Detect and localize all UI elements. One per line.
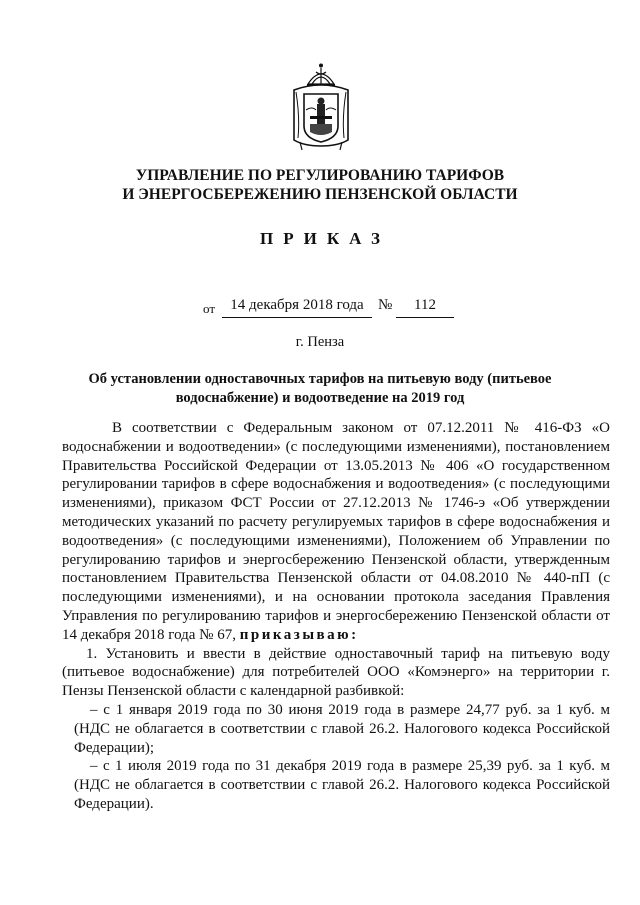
item-1-dash-1: – с 1 января 2019 года по 30 июня 2019 года в размере 24,77 руб. за 1 куб. м (НДС не облагается в соответствии с главой 26.2. Налогового кодекса Российской Федерации);: [74, 701, 610, 756]
coat-of-arms-emblem: [290, 62, 352, 152]
item-1-dash-2: – с 1 июля 2019 года по 31 декабря 2019 года в размере 25,39 руб. за 1 куб. м (НДС не облагается в соответствии с главой 26.2. Налогового кодекса Российской Федерации).: [74, 758, 610, 812]
preamble-text: В соответствии с Федеральным законом от 07.12.2011 № 416-ФЗ «О водоснабжении и водоотведении» (с последующими изменениями), постановлением Правительства Российской Федерации от 13.05.2013 № 406 «О государственном регулировании тарифов в сфере водоснабжения и водоотведения» (с последующими изменениями), приказом ФСТ России от 27.12.2013 № 1746-э «Об утверждении методических указаний по расчету регулируемых тарифов в сфере водоснабжения и водоотведения» (с последующими изменениями), Положением об Управлении по регулированию тарифов и энергосбережению Пензенской области, утвержденным постановлением Правительства Пензенской области от 04.08.2010 № 440-пП (с последующими изменениями), и на основании протокола заседания Правления Управления по регулированию тарифов и энергосбережению Пензенской области от 14 декабря 2018 года № 67,: [62, 420, 610, 643]
document-subject: Об установлении одноставочных тарифов на питьевую воду (питьевое водоснабжение) и водоотведение на 2019 год: [88, 371, 552, 406]
document-type-title: ПРИКАЗ: [260, 229, 390, 248]
document-number: 112: [396, 297, 454, 318]
organization-name-line2: И ЭНЕРГОСБЕРЕЖЕНИЮ ПЕНЗЕНСКОЙ ОБЛАСТИ: [122, 186, 518, 203]
organization-name-line1: УПРАВЛЕНИЕ ПО РЕГУЛИРОВАНИЮ ТАРИФОВ: [135, 167, 505, 184]
number-label: №: [378, 297, 393, 313]
decree-word: приказываю:: [239, 626, 359, 643]
document-date: 14 декабря 2018 года: [222, 297, 372, 318]
document-body: [62, 419, 610, 814]
city-name: г. Пенза: [295, 334, 345, 350]
item-1-paragraph: 1. Установить и ввести в действие одноставочный тариф на питьевую воду (питьевое водоснабжение) для потребителей ООО «Комэнерго» на территории г. Пензы Пензенской области с календарной разбивкой:: [62, 645, 610, 700]
date-prefix: от: [203, 301, 216, 316]
preamble-paragraph: [62, 419, 610, 645]
date-number-row: [0, 297, 640, 321]
